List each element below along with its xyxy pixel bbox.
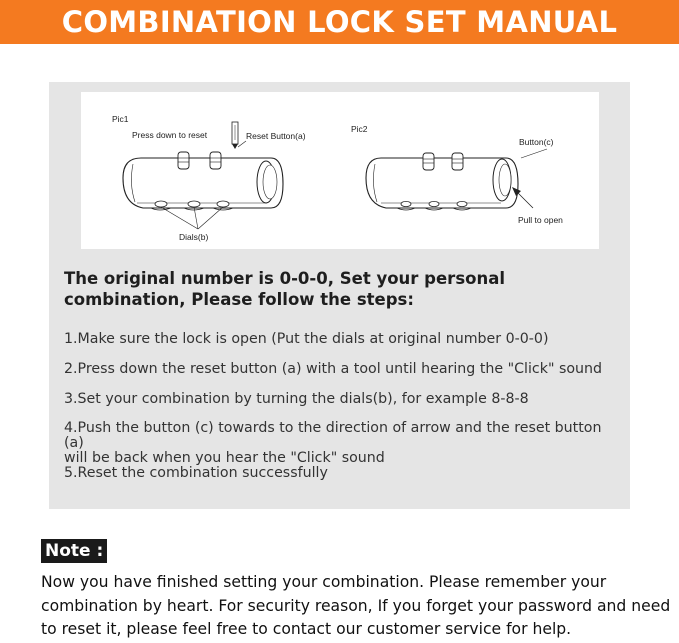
pic1-label: Pic1 [112,114,129,124]
pic2-label: Pic2 [351,124,368,134]
pic1-reset-label: Reset Button(a) [246,131,306,141]
pic2-button-label: Button(c) [519,137,554,147]
step-5: 5.Reset the combination successfully [64,465,328,481]
lock-body-pic1 [123,152,283,210]
pic1-press-text: Press down to reset [132,130,208,140]
step-3: 3.Set your combination by turning the dials(b), for example 8-8-8 [64,391,529,407]
note-text: Now you have finished setting your combination. Please remember your combination by heart. For security reason, If you forget your password and need to reset it, please feel free to contact our customer service for help. [41,573,671,638]
lock-diagram-drawing [81,92,599,249]
step-1: 1.Make sure the lock is open (Put the dials at original number 0-0-0) [64,331,549,347]
page-title: COMBINATION LOCK SET MANUAL [61,5,618,39]
lock-diagram [81,92,599,249]
pic1-dials-label: Dials(b) [179,232,209,242]
instruction-panel [49,82,630,509]
note-label: Note : [41,539,107,563]
title-banner [0,0,679,44]
step-4: 4.Push the button (c) towards to the direction of arrow and the reset button (a) will be back when you hear the "Click" sound [64,420,602,466]
step-2: 2.Press down the reset button (a) with a tool until hearing the "Click" sound [64,361,603,377]
pic2-pull-label: Pull to open [518,215,563,225]
lock-body-pic2 [366,153,518,210]
instructions-heading: The original number is 0-0-0, Set your personal combination, Please follow the steps: [64,269,506,309]
tool-pen-icon [232,122,238,149]
